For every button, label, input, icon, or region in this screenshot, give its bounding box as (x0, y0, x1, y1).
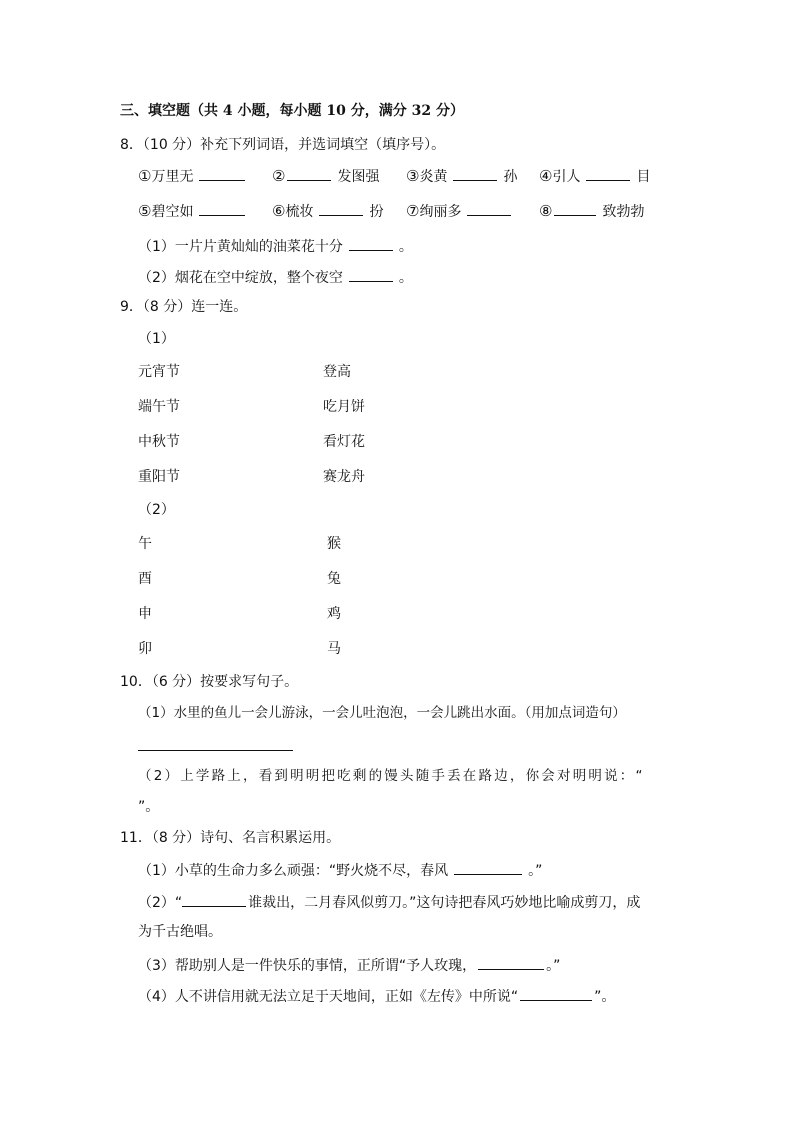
q10-sentence-2-end: ”。 (138, 799, 160, 815)
earthly-branch-item[interactable]: 酉 (138, 571, 152, 587)
blank[interactable] (349, 269, 393, 282)
q11-sentence-2-cont: 为千古绝唱。 (138, 924, 222, 940)
blank[interactable] (199, 168, 245, 181)
blank[interactable] (182, 894, 246, 907)
q8-item-3: ③炎黄 孙 (406, 167, 518, 185)
q8-item-1: ①万里无 (138, 168, 251, 184)
q8-item-7: ⑦绚丽多 (406, 203, 517, 219)
blank[interactable] (478, 957, 544, 970)
q8-item-8: ⑧ 致勃勃 (539, 202, 645, 220)
q11-sentence-3: （3）帮助别人是一件快乐的事情，正所谓“予人玫瑰， 。” (138, 958, 561, 974)
festival-item[interactable]: 重阳节 (138, 469, 180, 485)
q8-item-4: ④引人 目 (539, 167, 651, 185)
custom-item[interactable]: 登高 (323, 364, 351, 380)
q8-sentence-2: （2）烟花在空中绽放，整个夜空 。 (138, 270, 413, 286)
q10-sentence-1: （1）水里的鱼儿一会儿游泳，一会儿吐泡泡，一会儿跳出水面。（用加点词造句） (138, 705, 626, 721)
festival-item[interactable]: 中秋节 (138, 434, 180, 450)
q9-part1-label: （1） (138, 331, 175, 347)
blank[interactable] (454, 862, 522, 875)
q11-sentence-4: （4）人不讲信用就无法立足于天地间，正如《左传》中所说“ ”。 (138, 989, 616, 1005)
earthly-branch-item[interactable]: 卯 (138, 641, 152, 657)
q8-sentence-1: （1）一片片黄灿灿的油菜花十分 。 (138, 239, 413, 255)
q8-item-5: ⑤碧空如 (138, 203, 251, 219)
blank[interactable] (287, 168, 331, 181)
q8-item-2: ② 发图强 (272, 167, 380, 185)
q10-title: 10．（6 分）按要求写句子。 (120, 674, 299, 690)
q9-part2-label: （2） (138, 502, 175, 518)
custom-item[interactable]: 吃月饼 (323, 399, 365, 415)
earthly-branch-item[interactable]: 午 (138, 536, 152, 552)
blank[interactable] (319, 203, 363, 216)
custom-item[interactable]: 看灯花 (323, 434, 365, 450)
festival-item[interactable]: 元宵节 (138, 364, 180, 380)
blank[interactable] (467, 203, 511, 216)
q10-sentence-2: （2）上学路上，看到明明把吃剩的馒头随手丢在路边，你会对明明说：“ (138, 768, 645, 784)
q11-sentence-2: （2）“ 谁裁出，二月春风似剪刀。”这句诗把春风巧妙地比喻成剪刀，成 (138, 895, 641, 911)
zodiac-animal-item[interactable]: 马 (327, 641, 341, 657)
answer-line[interactable] (138, 750, 293, 751)
custom-item[interactable]: 赛龙舟 (323, 469, 365, 485)
blank[interactable] (349, 238, 393, 251)
q8-item-6: ⑥梳妆 扮 (272, 202, 384, 220)
zodiac-animal-item[interactable]: 兔 (327, 571, 341, 587)
section-header: 三、填空题（共 4 小题，每小题 10 分，满分 32 分） (120, 103, 464, 119)
blank[interactable] (586, 168, 630, 181)
festival-item[interactable]: 端午节 (138, 399, 180, 415)
blank[interactable] (199, 203, 245, 216)
blank[interactable] (453, 168, 497, 181)
zodiac-animal-item[interactable]: 鸡 (327, 606, 341, 622)
q11-title: 11．（8 分）诗句、名言积累运用。 (120, 830, 341, 846)
zodiac-animal-item[interactable]: 猴 (327, 536, 341, 552)
q9-title: 9．（8 分）连一连。 (120, 299, 248, 315)
q11-sentence-1: （1）小草的生命力多么顽强：“野火烧不尽，春风 。” (138, 863, 543, 879)
q8-title: 8．（10 分）补充下列词语，并选词填空（填序号）。 (120, 137, 446, 153)
blank[interactable] (554, 203, 596, 216)
blank[interactable] (520, 988, 592, 1001)
earthly-branch-item[interactable]: 申 (138, 606, 152, 622)
